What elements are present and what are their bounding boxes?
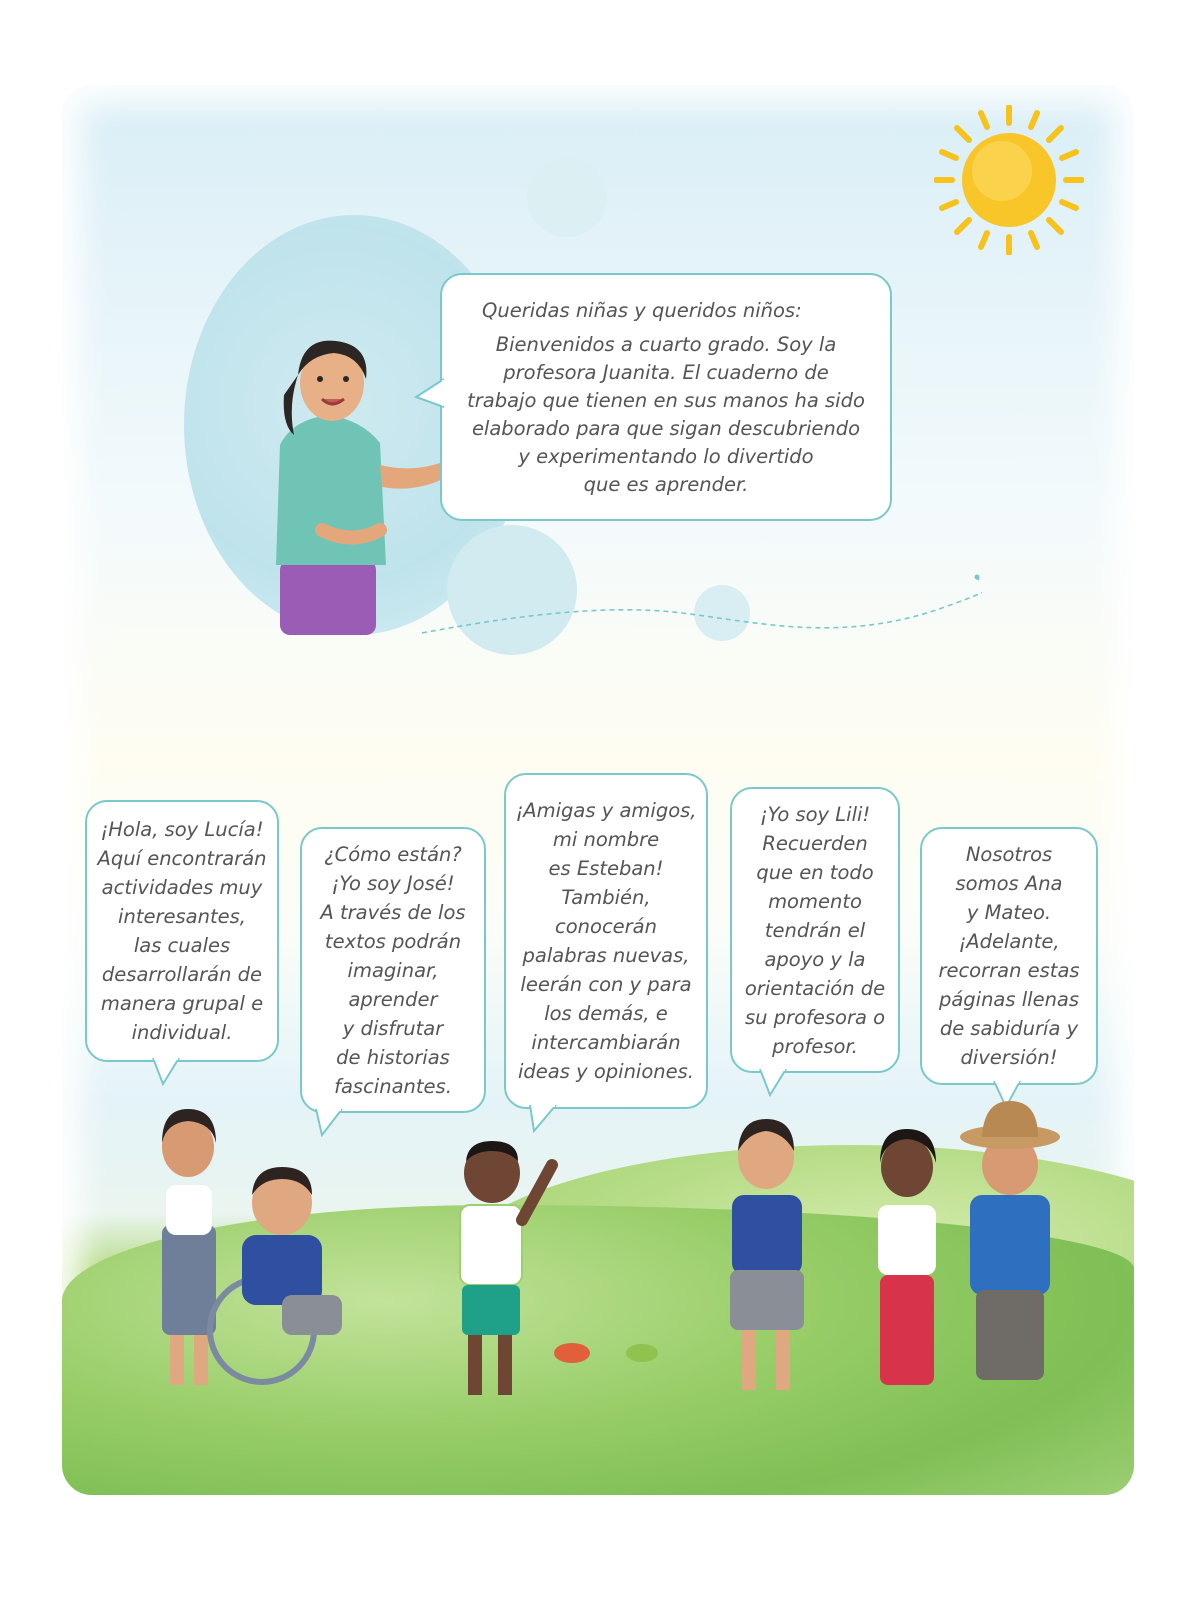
bubble-tail (314, 1109, 344, 1137)
speech-bubble-jose (300, 827, 486, 1113)
bubble-tail (414, 377, 444, 411)
bubble-line: desarrollarán de (101, 963, 263, 986)
bubble-line: orientación de (744, 976, 886, 1000)
bubble-line: leerán con y para (520, 973, 692, 996)
bubble-line: manera grupal e (100, 992, 264, 1015)
bubble-line: su profesora o (744, 1005, 886, 1029)
bubble-line: ideas y opiniones. (518, 1060, 694, 1083)
birds-figure (532, 1325, 692, 1375)
bubble-line: Nosotros (965, 843, 1053, 866)
bubble-tail (758, 1069, 788, 1097)
sun-icon (934, 105, 1084, 255)
teacher-line: y experimentando lo divertido (518, 444, 814, 468)
bubble-tail (151, 1058, 181, 1086)
bubble-line: aprender (348, 987, 438, 1011)
bubble-line: fascinantes. (334, 1074, 452, 1098)
teacher-greeting: Queridas niñas y queridos niños: (482, 298, 802, 322)
teacher-message (462, 331, 870, 499)
bubble-line: tendrán el (764, 918, 866, 942)
teacher-line: Bienvenidos a cuarto grado. Soy la (495, 332, 837, 356)
speech-bubble-lili (730, 787, 900, 1073)
bubble-line: los demás, e (544, 1002, 668, 1025)
bubble-line: y Mateo. (966, 901, 1052, 924)
bubble-line: imaginar, (347, 958, 439, 982)
teacher-speech-bubble (440, 273, 892, 521)
mateo-figure (942, 1085, 1072, 1405)
bubble-line: intercambiarán (531, 1031, 681, 1054)
bubble-line: que en todo (756, 860, 874, 884)
bubble-line: ¡Hola, soy Lucía! (100, 818, 264, 841)
bubble-line: ¿Cómo están? (324, 842, 462, 866)
speech-bubble-ana-mateo (920, 827, 1098, 1085)
bubble-line: Aquí encontrarán (97, 847, 267, 870)
bubble-line: las cuales (133, 934, 231, 957)
bubble-line: diversión! (960, 1046, 1058, 1069)
teacher-line: elaborado para que sigan descubriendo (471, 416, 861, 440)
bubble-line: Recuerden (762, 831, 868, 855)
teacher-line: trabajo que tienen en sus manos ha sido (467, 388, 865, 412)
illustration-scene (62, 85, 1134, 1495)
bubble-line: ¡Amigas y amigos, (515, 799, 697, 822)
bubble-line: También, (561, 886, 651, 909)
lili-figure (702, 1105, 832, 1405)
speech-bubble-esteban (504, 773, 708, 1109)
bubble-line: de historias (336, 1045, 450, 1069)
bubble-line: interesantes, (118, 905, 246, 928)
bubble-line: de sabiduría y (939, 1017, 1079, 1040)
decorative-circle-small (527, 157, 607, 237)
bubble-line: mi nombre (552, 828, 660, 851)
bubble-line: es Esteban! (548, 857, 664, 880)
bubble-line: individual. (131, 1021, 233, 1044)
dashed-path (422, 573, 982, 643)
bubble-line: recorran estas (938, 959, 1080, 982)
bubble-line: actividades muy (101, 876, 263, 899)
jose-figure-wheelchair (202, 1155, 362, 1395)
bubble-line: páginas llenas (938, 988, 1080, 1011)
teacher-line: profesora Juanita. El cuaderno de (503, 360, 829, 384)
bubble-line: somos Ana (955, 872, 1063, 895)
bubble-line: apoyo y la (764, 947, 866, 971)
bubble-line: palabras nuevas, (522, 944, 690, 967)
bubble-line: conocerán (555, 915, 657, 938)
speech-bubble-lucia (85, 800, 279, 1062)
bubble-line: ¡Adelante, (958, 930, 1060, 953)
bubble-line: A través de los (320, 900, 466, 924)
bubble-line: momento (768, 889, 862, 913)
teacher-line: que es aprender. (583, 472, 749, 496)
bubble-line: ¡Yo soy Lili! (759, 802, 871, 826)
bubble-line: ¡Yo soy José! (331, 871, 455, 895)
bubble-line: textos podrán (324, 929, 462, 953)
bubble-line: profesor. (772, 1034, 858, 1058)
bubble-line: y disfrutar (342, 1016, 444, 1040)
